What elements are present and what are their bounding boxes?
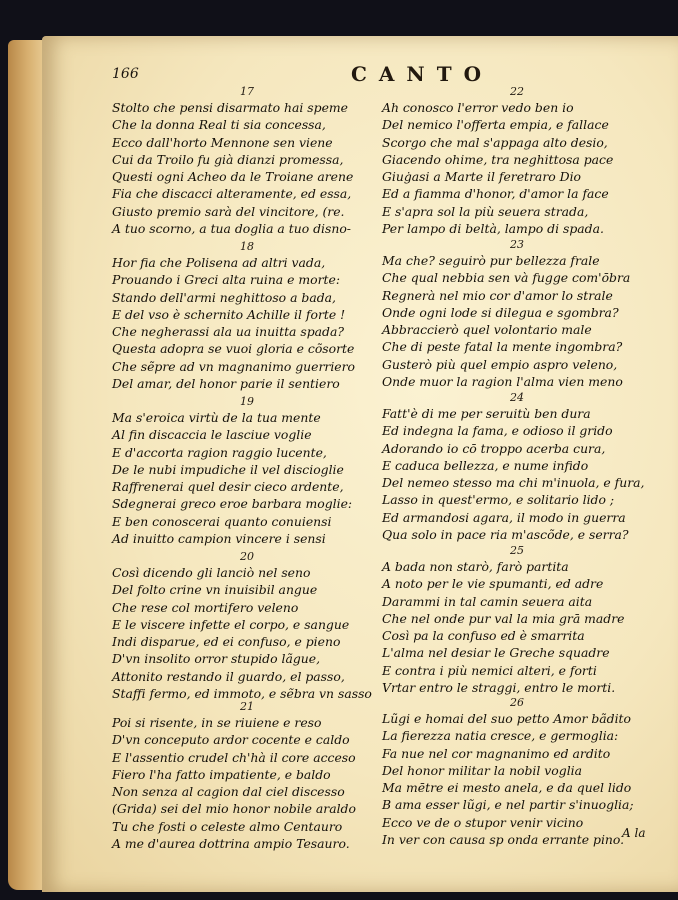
verse-line: E d'accorta ragion raggio lucente, [112, 444, 327, 460]
stanza-19 [112, 395, 382, 547]
stanza-25 [382, 544, 652, 696]
verse-line: A bada non starò, farò partita [382, 559, 569, 574]
verse-line: Sdegnerai greco eroe barbara moglie: [112, 496, 353, 512]
verse-line: Giacendo ohime, tra neghittosa pace [382, 151, 614, 167]
stanza-number: 22 [510, 85, 524, 98]
verse-line: Onde ogni lode si dilegua e sgombra? [382, 304, 619, 320]
verse-line: Tu che fosti o celeste almo Centauro [112, 818, 343, 834]
running-head: CANTO [350, 62, 494, 86]
verse-line: E le viscere infette el corpo, e sangue [112, 616, 350, 632]
verse-line: Stando dell'armi neghittoso a bada, [112, 289, 336, 305]
catchword: A la [622, 826, 646, 840]
verse-line: Ah conosco l'error vedo ben io [382, 100, 574, 115]
verse-line: Qua solo in pace ria m'ascõde, e serra? [382, 527, 629, 543]
verse-line: Hor fia che Polisena ad altri vada, [112, 255, 326, 270]
stanza-24 [382, 391, 652, 543]
verse-line: Non senza al cagion dal ciel discesso [112, 784, 345, 800]
stanza-26 [382, 696, 652, 848]
verse-line: Indi disparue, ed ei confuso, e pieno [112, 634, 341, 650]
page-header [72, 62, 672, 86]
stanza-23 [382, 238, 652, 390]
stanza-17 [112, 85, 382, 237]
stanza-20 [112, 550, 382, 702]
verse-line: Del folto crine vn inuisibil angue [112, 582, 318, 598]
verse-line: Del nemico l'offerta empia, e fallace [382, 117, 609, 133]
verse-line: Fatt'è di me per seruitù ben dura [382, 406, 591, 421]
stanza-number: 25 [510, 544, 524, 557]
stanza-number: 20 [240, 550, 254, 563]
page-number: 166 [112, 66, 139, 82]
verse-line: Ma che? seguirò pur bellezza frale [382, 253, 600, 268]
verse-line: Che nel onde pur val la mia grā madre [382, 610, 625, 626]
stanza-number: 24 [510, 391, 524, 404]
verse-line: E contra i più nemici alteri, e forti [382, 662, 597, 678]
verse-line: A tuo scorno, a tua doglia a tuo disno- [112, 221, 351, 237]
verse-line: Poi si risente, in se riuiene e reso [112, 715, 322, 730]
verse-line: D'vn insolito orror stupido lãgue, [112, 651, 321, 667]
verse-line: Vrtar entro le straggi, entro le morti. [382, 680, 616, 696]
verse-line: Del nemeo stesso ma chi m'inuola, e fura, [382, 475, 645, 491]
verse-line: In ver con causa sp onda errante pino. [382, 832, 625, 848]
verse-line: E ben conoscerai quanto conuiensi [112, 513, 332, 529]
verse-line: Lũgi e homai del suo petto Amor bãdito [382, 711, 631, 726]
verse-line: Che rese col mortifero veleno [112, 599, 299, 615]
stanza-21 [112, 700, 382, 852]
stanza-22 [382, 85, 652, 237]
verse-line: Gusterò più quel empio aspro veleno, [382, 356, 618, 372]
verse-line: B ama esser lũgi, e nel partir s'inuoglia; [382, 797, 634, 813]
verse-line: Stolto che pensi disarmato hai speme [112, 100, 349, 115]
verse-line: Questi ogni Acheo da le Troiane arene [112, 169, 354, 185]
verse-line: A me d'aurea dottrina ampio Tesauro. [112, 836, 350, 852]
verse-line: Scorgo che mal s'appaga alto desio, [382, 134, 608, 150]
verse-line: E s'apra sol la più seuera strada, [382, 203, 589, 219]
verse-line: A noto per le vie spumanti, ed adre [382, 576, 604, 592]
stanza-number: 23 [510, 238, 524, 251]
verse-line: Onde muor la ragion l'alma vien meno [382, 374, 623, 390]
verse-line: Ma mētre ei mesto anela, e da quel lido [382, 780, 632, 796]
verse-line: L'alma nel desiar le Greche squadre [382, 645, 610, 661]
verse-line: Al fin discaccia le lasciue voglie [112, 427, 312, 443]
verse-line: Del honor militar la nobil voglia [382, 762, 583, 778]
verse-line: Lasso in quest'ermo, e solitario lido ; [382, 492, 615, 508]
verse-line: Giusto premio sarà del vincitore, (re. [112, 203, 345, 219]
verse-line: Abbraccierò quel volontario male [382, 322, 592, 338]
verse-line: E l'assentio crudel ch'hà il core acceso [112, 749, 356, 765]
verse-line: Ed a fiamma d'honor, d'amor la face [382, 186, 609, 202]
verse-line: Che negherassi ala ua inuitta spada? [112, 324, 345, 340]
verse-line: De le nubi impudiche il vel discioglie [112, 461, 344, 477]
verse-line: La fierezza natia cresce, e germoglia: [382, 728, 619, 744]
stanza-number: 17 [240, 85, 254, 98]
verse-line: Che di peste fatal la mente ingombra? [382, 339, 623, 355]
stanza-number: 21 [240, 700, 254, 713]
stanza-number: 26 [510, 696, 524, 709]
verse-line: Staffi fermo, ed immoto, e sẽbra vn sasso [112, 686, 372, 702]
verse-line: Giuġasi a Marte il feretraro Dio [382, 169, 582, 185]
verse-line: Del amar, del honor parie il sentiero [112, 376, 340, 392]
verse-line: D'vn conceputo ardor cocente e caldo [112, 732, 350, 748]
verse-line: Attonito restando il guardo, el passo, [112, 668, 345, 684]
verse-line: Che qual nebbia sen và fugge com'ōbra [382, 270, 631, 286]
verse-line: (Grida) sei del mio honor nobile araldo [112, 801, 356, 817]
verse-line: Raffrenerai quel desir cieco ardente, [112, 479, 344, 495]
verse-line: Darammi in tal camin seuera aita [382, 593, 593, 609]
verse-line: Fa nue nel cor magnanimo ed ardito [382, 745, 611, 761]
stanza-number: 19 [240, 395, 254, 408]
verse-line: E caduca bellezza, e nume infido [382, 457, 589, 473]
verse-line: Regnerà nel mio cor d'amor lo strale [382, 287, 613, 303]
verse-line: Ad inuitto campion vincere i sensi [112, 531, 326, 547]
verse-line: Per lampo di beltà, lampo di spada. [382, 221, 604, 237]
verse-line: Cui da Troilo fu già dianzi promessa, [112, 151, 344, 167]
stanza-number: 18 [240, 240, 254, 253]
verse-line: Ecco dall'horto Mennone sen viene [112, 134, 333, 150]
verse-line: Ma s'eroica virtù de la tua mente [112, 410, 321, 425]
verse-line: Ed armandosi agara, il modo in guerra [382, 509, 626, 525]
stanza-18 [112, 240, 382, 392]
verse-line: Ecco ve de o stupor venir vicino [382, 814, 584, 830]
verse-line: Che la donna Real ti sia concessa, [112, 117, 326, 133]
verse-line: Che sẽpre ad vn magnanimo guerriero [112, 358, 356, 374]
verse-line: Fiero l'ha fatto impatiente, e baldo [112, 766, 331, 782]
verse-line: Fia che discacci alteramente, ed essa, [112, 186, 352, 202]
verse-line: Prouando i Greci alta ruina e morte: [112, 272, 341, 288]
verse-line: Adorando io cō troppo acerba cura, [382, 440, 606, 456]
verse-line: Ed indegna la fama, e odioso il grido [382, 423, 613, 439]
verse-line: Così dicendo gli lanciò nel seno [112, 565, 311, 580]
verse-line: Questa adopra se vuoi gloria e cõsorte [112, 341, 355, 357]
verse-line: Così pa la confuso ed è smarrita [382, 628, 585, 644]
verse-line: E del vso è schernito Achille il forte ! [112, 306, 346, 322]
